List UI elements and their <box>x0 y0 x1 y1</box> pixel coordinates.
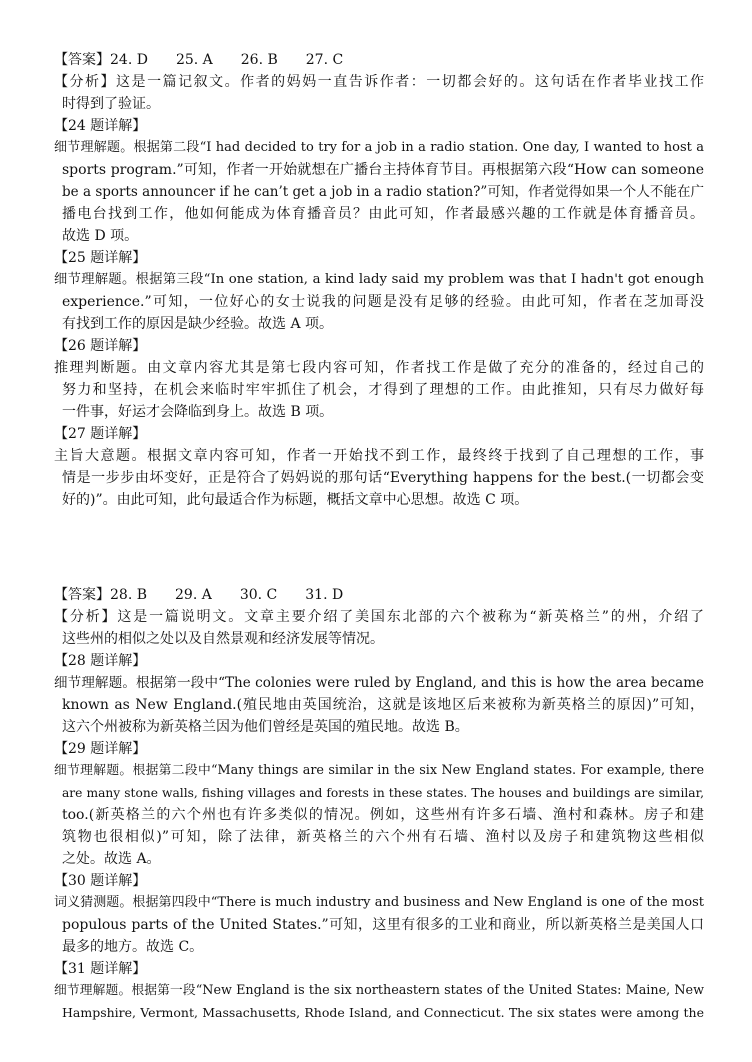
analysis-line: 【分析】这是一篇记叙文。作者的妈妈一直告诉作者：一切都会好的。这句话在作者毕业找工作 <box>54 74 704 90</box>
answer-line: 【答案】24. D 25. A 26. B 27. C <box>54 52 344 68</box>
text-line: 词义猜测题。根据第四段中“There is much industry and business and New England is one of the most <box>54 895 704 910</box>
question-heading: 【29 题详解】 <box>54 741 147 757</box>
question-heading: 【26 题详解】 <box>54 338 147 354</box>
text-line: 努力和坚持，在机会来临时牢牢抓住了机会，才得到了理想的工作。由此推知，只有尽力做好每 <box>62 382 704 398</box>
text-line: 最多的地方。故选 C。 <box>62 939 204 955</box>
text-line: 细节理解题。根据第二段中“Many things are similar in the six New England states. For example, there <box>54 763 704 778</box>
question-heading: 【25 题详解】 <box>54 250 147 266</box>
text-line: 这些州的相似之处以及自然景观和经济发展等情况。 <box>62 631 384 647</box>
question-heading: 【30 题详解】 <box>54 873 147 889</box>
text-line: populous parts of the United States.”可知，这里有很多的工业和商业，所以新英格兰是美国人口 <box>62 917 704 933</box>
text-line: 细节理解题。根据第二段“I had decided to try for a job in a radio station. One day, I wanted to host a <box>54 140 704 155</box>
text-line: Hampshire, Vermont, Massachusetts, Rhode Island, and Connecticut. The six states were among the <box>62 1005 704 1020</box>
text-line: known as New England.(殖民地由英国统治，这就是该地区后来被称为新英格兰的原因)”可知， <box>62 697 704 713</box>
text-line: 主旨大意题。根据文章内容可知，作者一开始找不到工作，最终终于找到了自己理想的工作，事 <box>54 448 704 464</box>
text-line: 有找到工作的原因是缺少经验。故选 A 项。 <box>62 316 334 332</box>
text-line: too.(新英格兰的六个州也有许多类似的情况。例如，这些州有许多石墙、渔村和森林。房子和建 <box>62 807 704 823</box>
answer-line: 【答案】28. B 29. A 30. C 31. D <box>54 587 344 603</box>
text-line: 故选 D 项。 <box>62 228 139 244</box>
question-heading: 【31 题详解】 <box>54 961 147 977</box>
text-line: sports program.”可知，作者一开始就想在广播台主持体育节目。再根据第六段“How can someone <box>62 162 704 178</box>
text-line: 之处。故选 A。 <box>62 851 161 867</box>
question-heading: 【28 题详解】 <box>54 653 147 669</box>
text-line: 细节理解题。根据第一段中“The colonies were ruled by England, and this is how the area became <box>54 675 704 691</box>
text-line: 时得到了验证。 <box>62 96 160 112</box>
text-line: 一件事，好运才会降临到身上。故选 B 项。 <box>62 404 334 420</box>
text-line: 筑物也很相似)”可知，除了法律，新英格兰的六个州有石墙、渔村以及房子和建筑物这些相似 <box>62 829 704 845</box>
text-line: 情是一步步由坏变好，正是符合了妈妈说的那句话“Everything happens for the best.(一切都会变 <box>62 470 704 486</box>
text-line: 这六个州被称为新英格兰因为他们曾经是英国的殖民地。故选 B。 <box>62 719 469 735</box>
text-line: 播电台找到工作，他如何能成为体育播音员？由此可知，作者最感兴趣的工作就是体育播音员。 <box>62 206 704 222</box>
text-line: 细节理解题。根据第三段“In one station, a kind lady said my problem was that I hadn't got enough <box>54 272 704 287</box>
analysis-line: 【分析】这是一篇说明文。文章主要介绍了美国东北部的六个被称为“新英格兰”的州，介绍了 <box>54 609 704 625</box>
text-line: experience.”可知，一位好心的女士说我的问题是没有足够的经验。由此可知，作者在芝加哥没 <box>62 294 704 310</box>
text-line: be a sports announcer if he can’t get a job in a radio station?”可知，作者觉得如果一个人不能在广 <box>62 184 704 200</box>
text-line: 推理判断题。由文章内容尤其是第七段内容可知，作者找工作是做了充分的准备的，经过自己的 <box>54 360 704 376</box>
question-heading: 【27 题详解】 <box>54 426 147 442</box>
text-line: 细节理解题。根据第一段“New England is the six northeastern states of the United States: Maine, New <box>54 983 704 998</box>
question-heading: 【24 题详解】 <box>54 118 147 134</box>
text-line: 好的)”。由此可知，此句最适合作为标题，概括文章中心思想。故选 C 项。 <box>62 492 529 508</box>
text-line: are many stone walls, fishing villages and forests in these states. The houses and buildings are similar, <box>62 786 704 800</box>
